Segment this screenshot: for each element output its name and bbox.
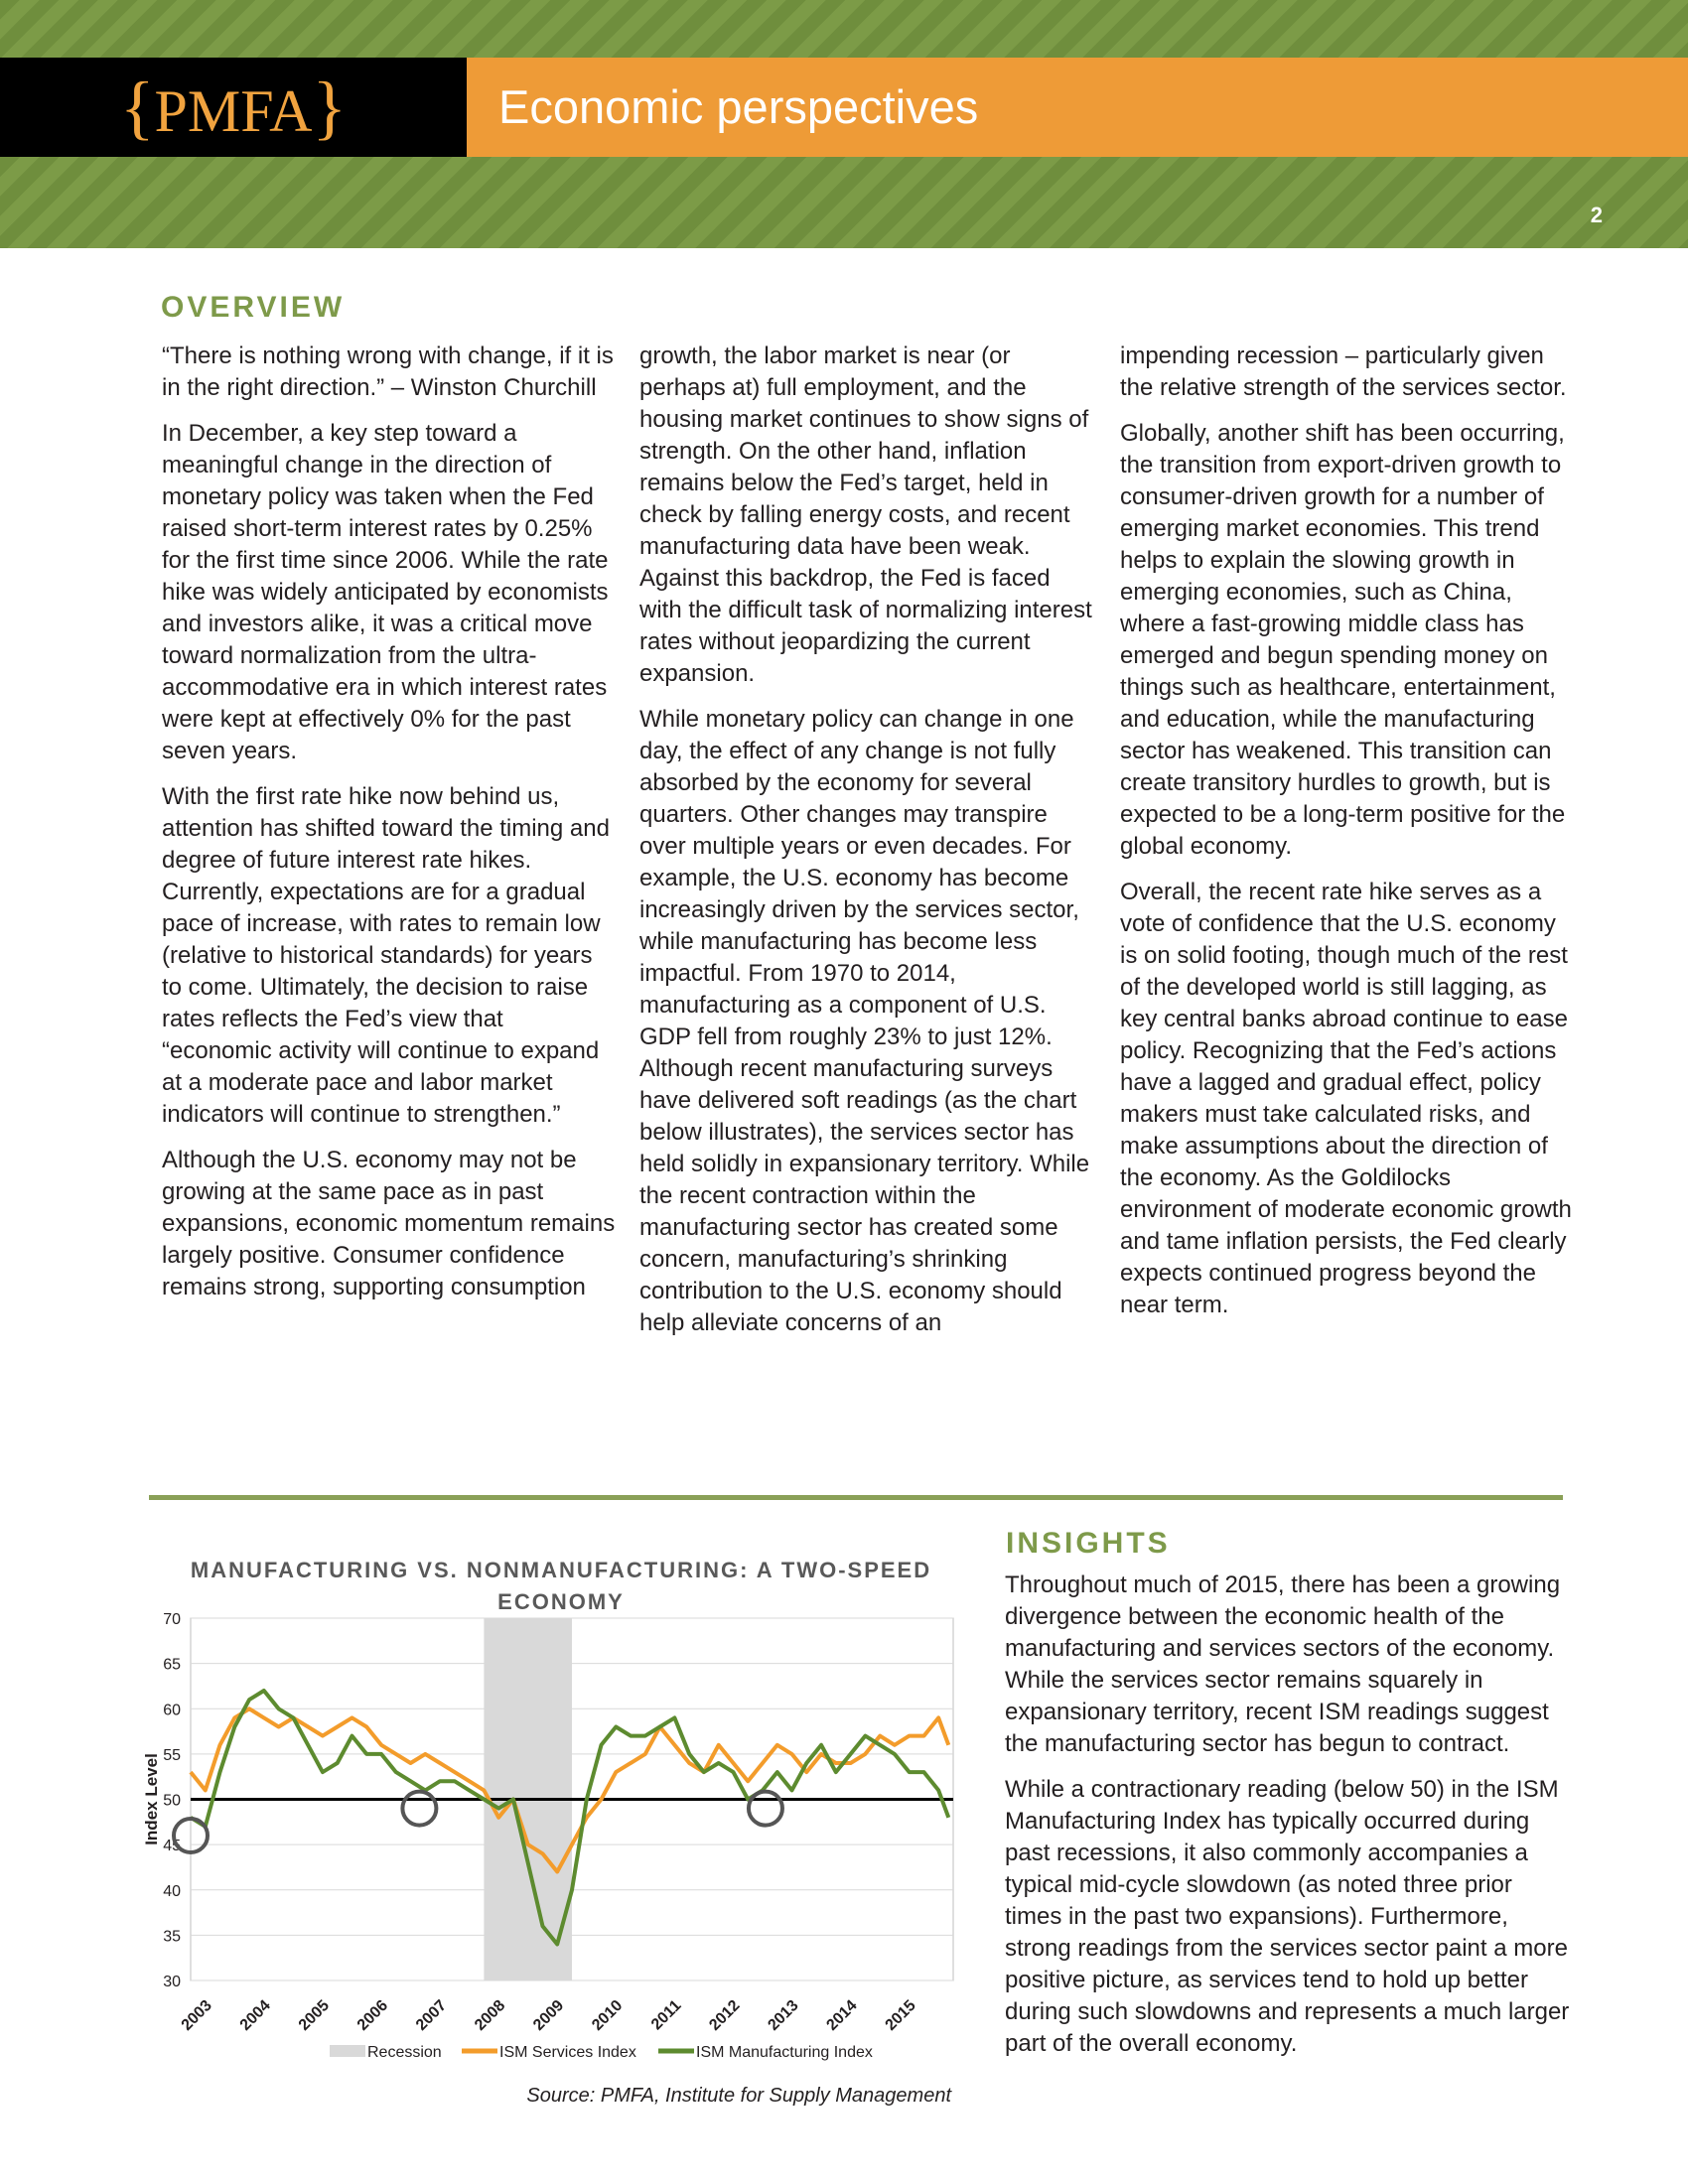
paragraph: Globally, another shift has been occurring, the transition from export-driven growth to consumer-driven growth for a number of emerging market economies. This trend helps to explain the slowing growth in emerging economies, such as China, where a fast-growing middle class has emerged and begun spending money on things such as healthcare, entertainment, and education, while the manufacturing sector has weakened. This transition can create transitory hurdles to growth, but is expected to be a long-term positive for the global economy.: [1120, 420, 1566, 860]
legend-swatch-recession: [330, 2045, 365, 2057]
x-tick-label: 2006: [353, 1996, 392, 2034]
overview-column-2: [639, 341, 1096, 1353]
overview-heading: OVERVIEW: [161, 291, 346, 324]
paragraph: impending recession – particularly given the relative strength of the services sector.: [1120, 342, 1567, 401]
title-block: [467, 58, 1688, 157]
paragraph: Throughout much of 2015, there has been a growing divergence between the economic health of the manufacturing and services sectors of the economy. While the services sector remains squarely in expansionary territory, recent ISM readings suggest the manufacturing sector has begun to contract.: [1005, 1571, 1561, 1757]
x-tick-label: 2005: [295, 1996, 333, 2034]
x-tick-label: 2003: [178, 1996, 215, 2034]
x-tick-label: 2014: [823, 1996, 861, 2034]
paragraph: While monetary policy can change in one day, the effect of any change is not fully absorbed by the economy for several quarters. Other changes may transpire over multiple years or even decades. For example, the U.S. economy has become increasingly driven by the services sector, while manufacturing has become less impactful. From 1970 to 2014, manufacturing as a component of U.S. GDP fell from roughly 23% to just 12%. Although recent manufacturing surveys have delivered soft readings (as the chart below illustrates), the services sector has held solidly in expansionary territory. While the recent contraction within the manufacturing sector has created some concern, manufacturing’s shrinking contribution to the U.S. economy should help alleviate concerns of an: [639, 706, 1090, 1336]
x-tick-label: 2012: [706, 1996, 744, 2034]
x-tick-label: 2015: [882, 1996, 919, 2034]
x-tick-label: 2004: [236, 1996, 274, 2034]
paragraph: Overall, the recent rate hike serves as a vote of confidence that the U.S. economy is on solid footing, though much of the rest of the developed world is still lagging, as key central banks abroad continue to ease policy. Recognizing that the Fed’s actions have a lagged and gradual effect, policy makers must take calculated risks, and make assumptions about the direction of the economy. As the Goldilocks environment of moderate economic growth and tame inflation persists, the Fed clearly expects continued progress beyond the near term.: [1120, 879, 1572, 1318]
insights-column: [1005, 1570, 1571, 2074]
x-tick-label: 2007: [412, 1996, 451, 2034]
pmfa-logo: [0, 58, 467, 157]
chart-svg: [142, 1539, 973, 2075]
y-tick-label: 55: [163, 1746, 181, 1764]
logo-block: [0, 58, 467, 157]
page-title: Economic perspectives: [498, 80, 979, 133]
legend-label: ISM Services Index: [499, 2044, 636, 2061]
logo-brace-close: }: [312, 68, 348, 147]
paragraph: While a contractionary reading (below 50) in the ISM Manufacturing Index has typically occurred during past recessions, it also commonly accompanies a typical mid-cycle slowdown (as noted three prior times in the past two expansions). Furthermore, strong readings from the services sector paint a more positive picture, as services tend to hold up better during such slowdowns and represents a much larger part of the overall economy.: [1005, 1776, 1570, 2057]
y-tick-label: 45: [163, 1838, 181, 1855]
legend-label: Recession: [367, 2044, 442, 2061]
insights-heading: INSIGHTS: [1006, 1527, 1171, 1560]
y-tick-label: 70: [163, 1611, 181, 1628]
legend-label: ISM Manufacturing Index: [696, 2044, 873, 2061]
logo-brace-open: {: [119, 68, 155, 147]
page-number: 2: [1590, 203, 1603, 227]
y-tick-label: 35: [163, 1928, 181, 1946]
paragraph: With the first rate hike now behind us, attention has shifted toward the timing and degree of future interest rate hikes. Currently, expectations are for a gradual pace of increase, with rates to remain low (relative to historical standards) for years to come. Ultimately, the decision to raise rates reflects the Fed’s view that “economic activity will continue to expand at a moderate pace and labor market indicators will continue to strengthen.”: [162, 783, 610, 1128]
y-tick-label: 65: [163, 1656, 181, 1674]
paragraph: “There is nothing wrong with change, if it is in the right direction.” – Winston Churchill: [162, 342, 614, 401]
x-tick-label: 2008: [472, 1996, 509, 2034]
y-tick-label: 50: [163, 1792, 181, 1810]
x-tick-label: 2010: [589, 1996, 627, 2034]
x-tick-label: 2011: [647, 1996, 685, 2034]
x-tick-label: 2013: [765, 1996, 802, 2034]
paragraph: growth, the labor market is near (or perhaps at) full employment, and the housing market continues to show signs of strength. On the other hand, inflation remains below the Fed’s target, held in check by falling energy costs, and recent manufacturing data have been weak. Against this backdrop, the Fed is faced with the difficult task of normalizing interest rates without jeopardizing the current expansion.: [639, 342, 1092, 687]
chart-container: [142, 1539, 973, 2075]
y-tick-label: 60: [163, 1702, 181, 1719]
chart-title: MANUFACTURING VS. NONMANUFACTURING: A TWO-SPEED ECONOMY: [190, 1558, 932, 1614]
chart-source: Source: PMFA, Institute for Supply Management: [526, 2085, 951, 2107]
section-divider: [149, 1495, 1563, 1500]
overview-column-3: [1120, 341, 1577, 1335]
y-tick-label: 30: [163, 1974, 181, 1990]
x-tick-label: 2009: [530, 1996, 568, 2034]
y-axis-label: Index Level: [142, 1753, 161, 1845]
paragraph: In December, a key step toward a meaningful change in the direction of monetary policy was taken when the Fed raised short-term interest rates by 0.25% for the first time since 2006. While the rate hike was widely anticipated by economists and investors alike, it was a critical move toward normalization from the ultra-accommodative era in which interest rates were kept at effectively 0% for the past seven years.: [162, 420, 609, 764]
y-tick-label: 40: [163, 1882, 181, 1900]
paragraph: Although the U.S. economy may not be growing at the same pace as in past expansions, economic momentum remains largely positive. Consumer confidence remains strong, supporting consumption: [162, 1147, 616, 1300]
logo-text: PMFA: [154, 78, 313, 144]
overview-column-1: [162, 341, 619, 1317]
